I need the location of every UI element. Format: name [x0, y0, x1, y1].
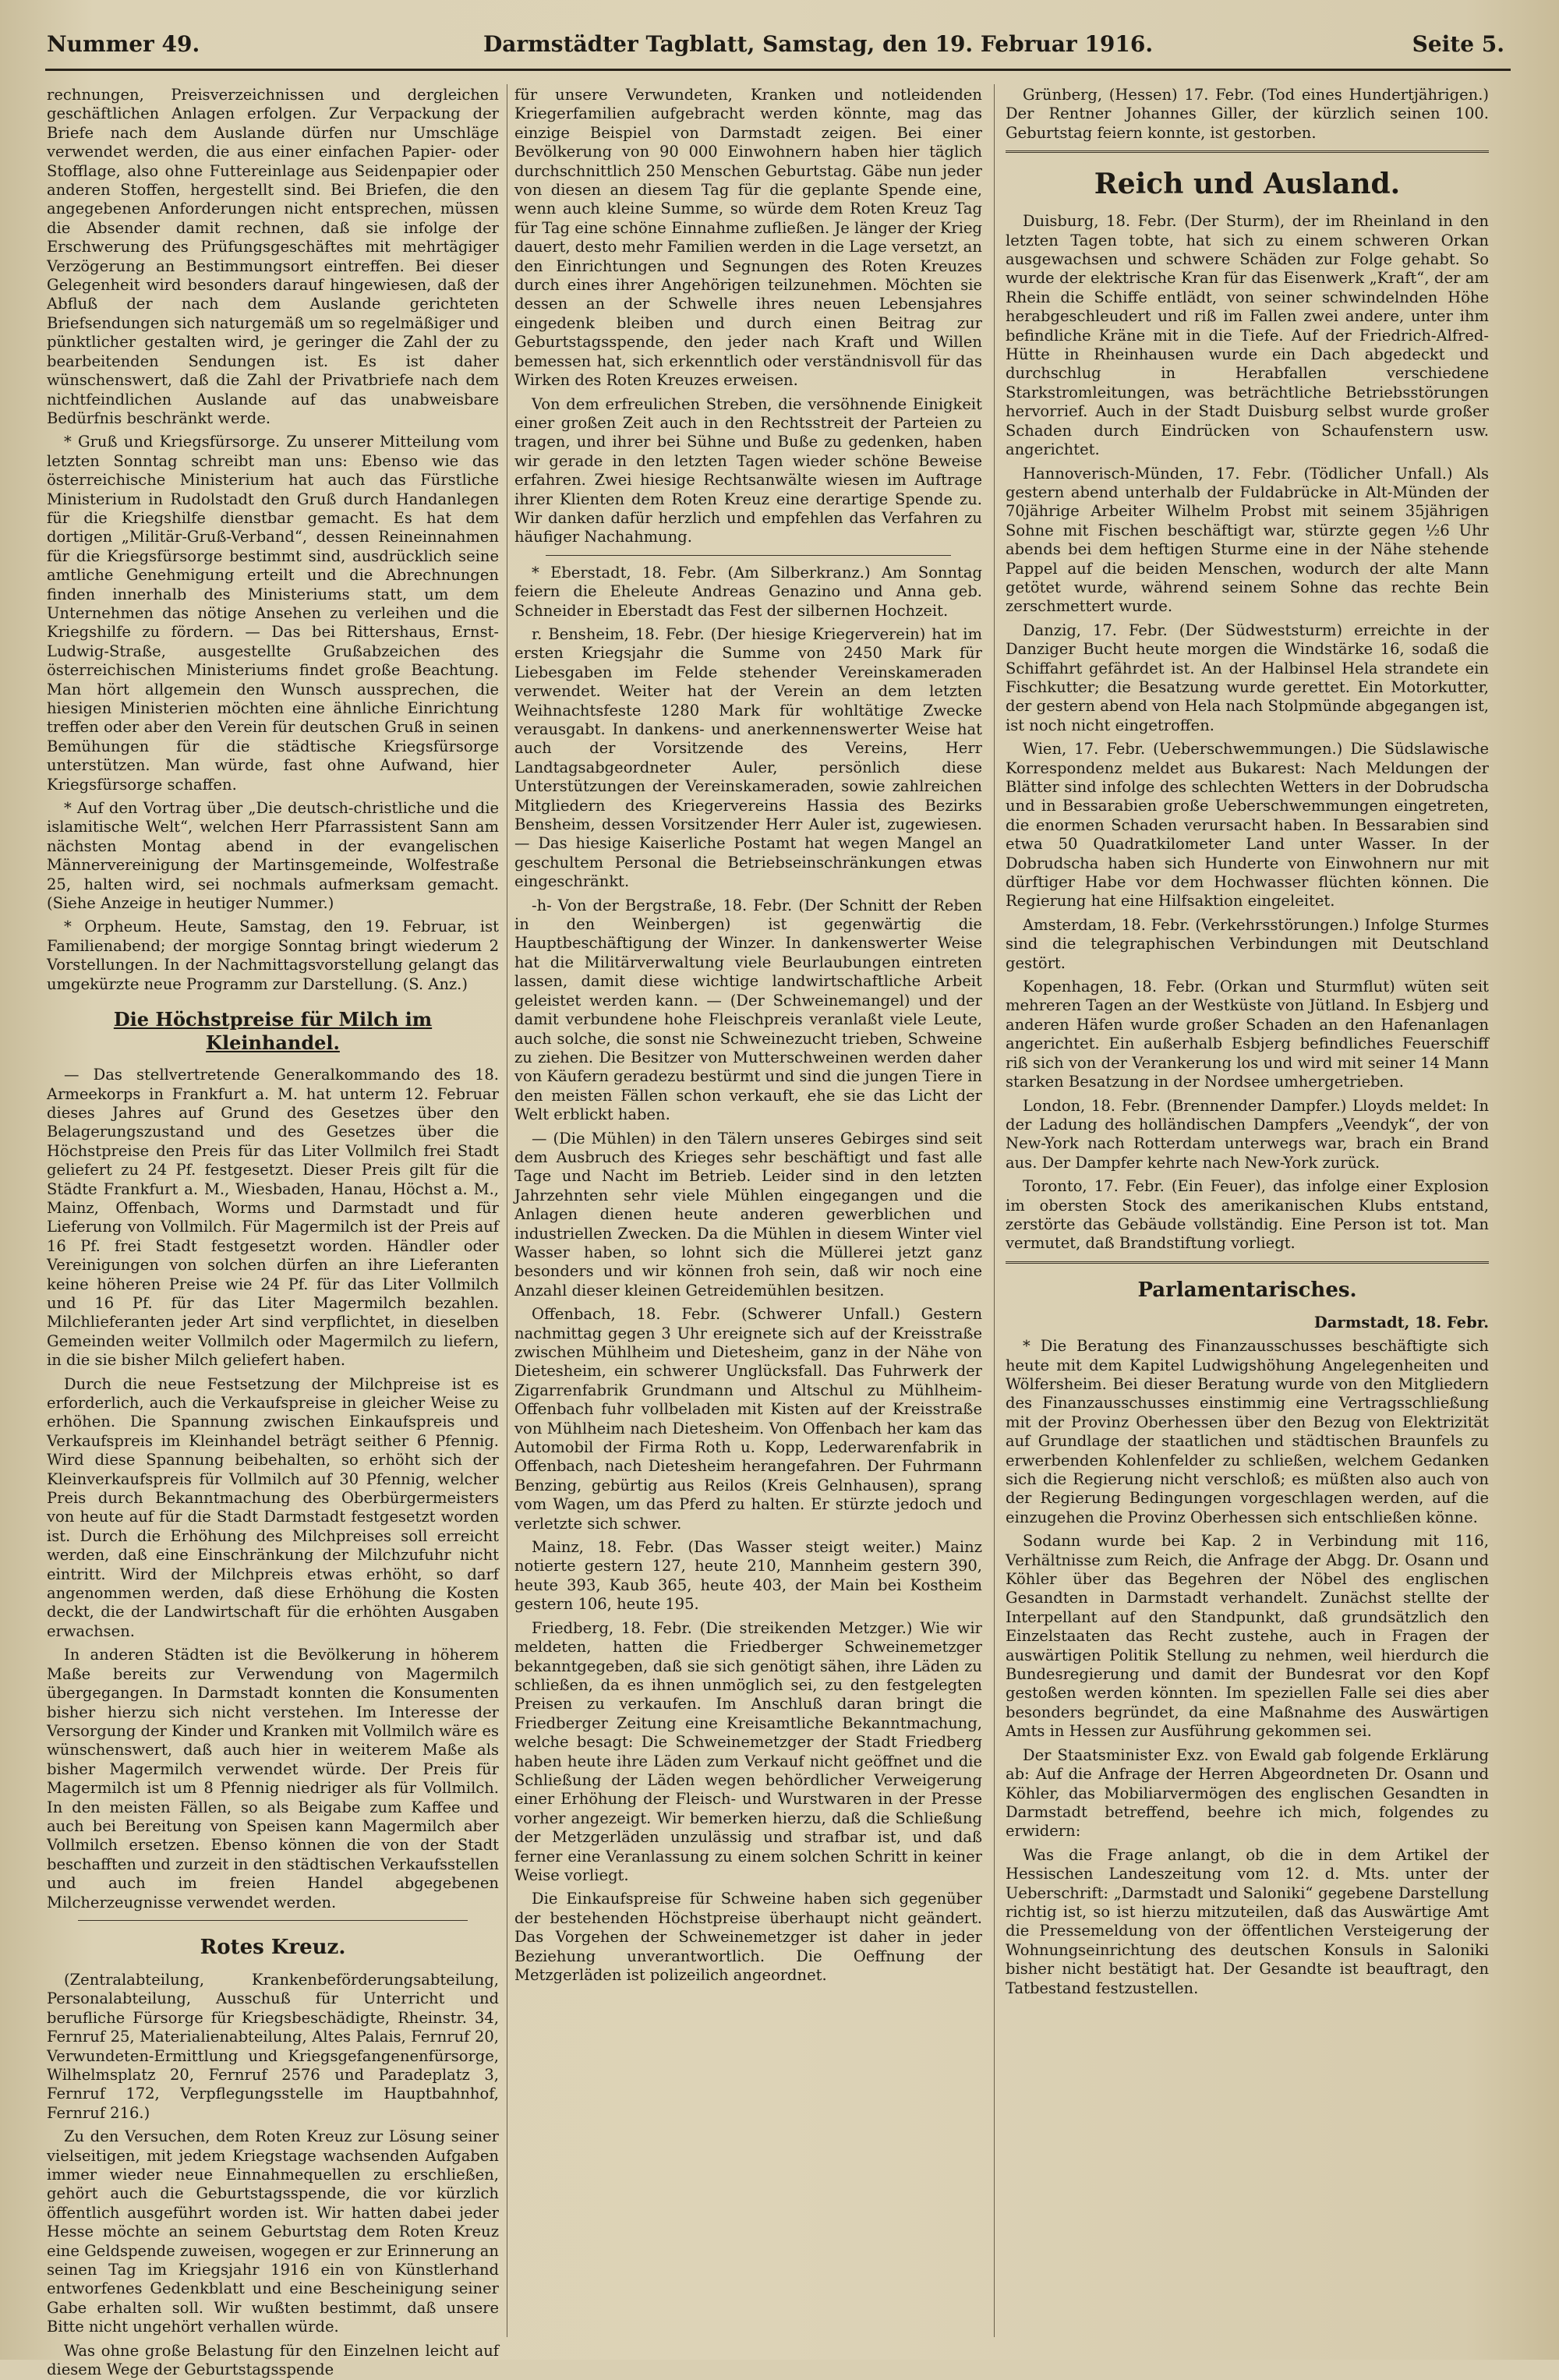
paragraph: Zu den Versuchen, dem Roten Kreuz zur Lösung seiner vielseitigen, mit jedem Kriegstage wachsenden Aufgaben immer wieder neue Einnahmequellen zu erschließen, gehört auch die Geburtstagsspende, die vor kürzlich öffentlich ausgeführt worden ist. Wir hatten dabei jeder Hesse möchte an seinem Geburtstag dem Roten Kreuz eine Geldspende zuweisen, wogegen er zur Erinnerung an seinen Tag im Kriegsjahr 1916 ein von Künstlerhand entworfenes Gedenkblatt und eine Bescheinigung seiner Gabe erhalten soll. Wir wußten bestimmt, daß unsere Bitte nicht ungehört verhallen würde.	[47, 2127, 499, 2336]
column-divider	[994, 84, 995, 2337]
paragraph: Durch die neue Festsetzung der Milchpreise ist es erforderlich, auch die Verkaufspreise in gleicher Weise zu erhöhen. Die Spannung zwischen Einkaufspreis und Verkaufspreis im Kleinhandel beträgt seither 6 Pfennig. Wird diese Spannung beibehalten, so erhöht sich der Kleinverkaufspreis für Vollmilch auf 30 Pfennig, welcher Preis durch Bekanntmachung des Oberbürgermeisters von heute auf für die Stadt Darmstadt festgesetzt worden ist. Durch die Erhöhung des Milchpreises soll erreicht werden, daß eine Einschränkung der Milchzufuhr nicht eintritt. Wird der Milchpreis etwas erhöht, so darf angenommen werden, daß diese Erhöhung die Kosten deckt, die der Landwirtschaft für die erhöhten Ausgaben erwachsen.	[47, 1374, 499, 1640]
section-heading: Rotes Kreuz.	[200, 1935, 346, 1959]
newspaper-title: Darmstädter Tagblatt, Samstag, den 19. Februar 1916.	[483, 31, 1154, 57]
paragraph: Danzig, 17. Febr. (Der Südweststurm) erreichte in der Danziger Bucht heute morgen die Windstärke 16, sodaß die Schiffahrt gefährdet ist. An der Halbinsel Hela strandete ein Fischkutter; die Besatzung wurde gerettet. Ein Motorkutter, der gestern abend von Hela nach Stolpmünde abgegangen ist, ist noch nicht eingetroffen.	[1006, 621, 1489, 734]
dateline: Darmstadt, 18. Febr.	[1313, 1313, 1489, 1331]
paragraph: Kopenhagen, 18. Febr. (Orkan und Sturmflut) wüten seit mehreren Tagen an der Westküste von Jütland. In Esbjerg und anderen Häfen wurde großer Schaden an den Hafenanlagen angerichtet. Ein außerhalb Esbjerg befindliches Feuerschiff riß sich von der Verankerung los und wird mit seiner 14 Mann starken Besatzung in der Nordsee umhergetrieben.	[1006, 978, 1489, 1091]
paragraph: — (Die Mühlen) in den Tälern unseres Gebirges sind seit dem Ausbruch des Krieges sehr beschäftigt und fast alle Tage und Nacht im Betrieb. Leider sind in den letzten Jahrzehnten sehr viele Mühlen eingegangen und die Anlagen dienen heute anderen gewerblichen und industriellen Zwecken. Da die Mühlen in diesem Winter viel Wasser haben, so lohnt sich die Müllerei jetzt ganz besonders und wir können froh sein, daß wir noch eine Anzahl dieser kleinen Getreidemühlen besitzen.	[514, 1129, 982, 1300]
paragraph: In anderen Städten ist die Bevölkerung in höherem Maße bereits zur Verwendung von Magermilch übergegangen. In Darmstadt konnten die Konsumenten bisher hierzu sich nicht verstehen. Im Interesse der Versorgung der Kinder und Kranken mit Vollmilch wäre es wünschenswert, daß auch hier in weiterem Maße als bisher Magermilch verwendet würde. Der Preis für Magermilch ist um 8 Pfennig niedriger als für Vollmilch. In den meisten Fällen, so als Beigabe zum Kaffee und auch bei Bereitung von Speisen kann Magermilch aber Vollmilch ersetzen. Ebenso können die von der Stadt beschafften und zurzeit in den städtischen Verkaufsstellen und auch im freien Handel abgegebenen Milcherzeugnisse verwendet werden.	[47, 1646, 499, 1911]
column-2	[514, 86, 982, 2339]
paragraph: * Orpheum. Heute, Samstag, den 19. Februar, ist Familienabend; der morgige Sonntag bringt wiederum 2 Vorstellungen. In der Nachmittagsvorstellung gelangt das umgekürzte neue Programm zur Darstellung. (S. Anz.)	[47, 918, 499, 993]
section-heading: Parlamentarisches.	[1137, 1278, 1357, 1302]
issue-number: Nummer 49.	[47, 31, 200, 57]
divider	[546, 555, 951, 556]
divider	[1006, 1261, 1489, 1264]
column-3	[1006, 86, 1489, 2339]
paragraph: Von dem erfreulichen Streben, die versöhnende Einigkeit einer großen Zeit auch in den Rechtsstreit der Parteien zu tragen, und ihrer bei Sühne und Buße zu gedenken, haben wir gerade in den letzten Tagen wieder schöne Beweise erfahren. Zwei hiesige Rechtsanwälte wiesen im Auftrage ihrer Klienten dem Roten Kreuz eine derartige Spende zu. Wir danken dafür herzlich und empfehlen das Verfahren zu häufiger Nachahmung.	[514, 394, 982, 546]
section-heading: Die Höchstpreise für Milch im Kleinhandel.	[113, 1008, 433, 1055]
paragraph: Mainz, 18. Febr. (Das Wasser steigt weiter.) Mainz notierte gestern 127, heute 210, Mannheim gestern 390, heute 393, Kaub 365, heute 403, der Main bei Kostheim gestern 106, heute 195.	[514, 1538, 982, 1614]
paragraph: Friedberg, 18. Febr. (Die streikenden Metzger.) Wie wir meldeten, hatten die Friedberger Schweinemetzger bekanntgegeben, daß sie sich genötigt sähen, ihre Läden zu schließen, da es ihnen unmöglich sei, zu den festgelegten Preisen zu verkaufen. Im Anschluß daran bringt die Friedberger Zeitung eine Kreisamtliche Bekanntmachung, welche besagt: Die Schweinemetzger der Stadt Friedberg haben heute ihre Läden zum Verkauf nicht geöffnet und die Schließung der Läden wegen behördlicher Verweigerung einer Erhöhung der Fleisch- und Wurstwaren in der Presse vorher angezeigt. Wir bemerken hierzu, daß die Schließung der Metzgerläden unzulässig und strafbar ist, und daß ferner eine Veranlassung zu einem solchen Schritt in keiner Weise vorliegt.	[514, 1618, 982, 1884]
divider	[1006, 150, 1489, 153]
paragraph: * Gruß und Kriegsfürsorge. Zu unserer Mitteilung vom letzten Sonntag schreibt man uns: Ebenso wie das österreichische Ministerium hat auch das Fürstliche Ministerium in Rudolstadt den Gruß durch Handanlegen für die Kriegshilfe dienstbar gemacht. Es hat dem dortigen „Militär-Gruß-Verband“, dessen Reineinnahmen für die Kriegsfürsorge bestimmt sind, ausdrücklich seine amtliche Genehmigung erteilt und die Abrechnungen finden innerhalb des Ministeriums statt, um dem Unternehmen das nötige Ansehen zu verleihen und die Kriegshilfe zu fördern. — Das bei Rittershaus, Ernst-Ludwig-Straße, ausgestellte Grußabzeichen des österreichischen Ministeriums findet große Beachtung. Man hört allgemein den Wunsch aussprechen, die hiesigen Ministerien möchten eine ähnliche Einrichtung treffen oder aber den Verein für deutschen Gruß in seinen Bemühungen für die städtische Kriegsfürsorge unterstützen. Man würde, fast ohne Aufwand, hier Kriegsfürsorge schaffen.	[47, 433, 499, 794]
masthead	[47, 31, 1504, 62]
page-number: Seite 5.	[1412, 31, 1504, 57]
paragraph: * Die Beratung des Finanzausschusses beschäftigte sich heute mit dem Kapitel Ludwigshöhung Angelegenheiten und Wölfersheim. Bei dieser Beratung wurde von den Mitgliedern des Finanzausschusses einstimmig eine Vertragsschließung mit der Provinz Oberhessen über den Bezug von Elektrizität auf Grundlage der staatlichen und städtischen Braunfels zu erwerbenden Kohlenfelder zu schließen, welchem Gedanken sich die Regierung nicht verschloß; es müßten also auch von der Regierung Bedingungen vorgeschlagen werden, auf die einzugehen die Provinz Oberhessen sich entschließen könne.	[1006, 1337, 1489, 1526]
masthead-rule	[45, 69, 1511, 71]
paragraph: * Auf den Vortrag über „Die deutsch-christliche und die islamitische Welt“, welchen Herr Pfarrassistent Sann am nächsten Montag abend in der evangelischen Männervereinigung der Martinsgemeinde, Wolfestraße 25, halten wird, sei nochmals aufmerksam gemacht. (Siehe Anzeige in heutiger Nummer.)	[47, 799, 499, 913]
paragraph: — Das stellvertretende Generalkommando des 18. Armeekorps in Frankfurt a. M. hat unterm 12. Februar dieses Jahres auf Grund des Gesetzes über den Belagerungszustand und des Gesetzes über die Höchstpreise den Preis für das Liter Vollmilch frei Stadt geliefert zu 24 Pf. festgesetzt. Dieser Preis gilt für die Städte Frankfurt a. M., Wiesbaden, Hanau, Höchst a. M., Mainz, Offenbach, Worms und Darmstadt und für Lieferung von Vollmilch. Für Magermilch ist der Preis auf 16 Pf. frei Stadt festgesetzt worden. Händler oder Vereinigungen von solchen dürfen an ihre Lieferanten keine höheren Preise wie 24 Pf. für das Liter Vollmilch und 16 Pf. für das Liter Magermilch bezahlen. Milchlieferanten jeder Art sind verpflichtet, in dieselben Gemeinden weiter Vollmilch oder Magermilch zu liefern, in die sie bisher Milch geliefert haben.	[47, 1066, 499, 1370]
section-heading: Reich und Ausland.	[1094, 168, 1401, 201]
paragraph: * Eberstadt, 18. Febr. (Am Silberkranz.) Am Sonntag feiern die Eheleute Andreas Genazino und Anna geb. Schneider in Eberstadt das Fest der silbernen Hochzeit.	[514, 563, 982, 620]
paragraph: Amsterdam, 18. Febr. (Verkehrsstörungen.) Infolge Sturmes sind die telegraphischen Verbindungen mit Deutschland gestört.	[1006, 915, 1489, 972]
paragraph: Toronto, 17. Febr. (Ein Feuer), das infolge einer Explosion im obersten Stock des amerikanischen Klubs entstand, zerstörte das Gebäude vollständig. Eine Person ist tot. Man vermutet, daß Brandstiftung vorliegt.	[1006, 1177, 1489, 1253]
paragraph: Die Einkaufspreise für Schweine haben sich gegenüber der bestehenden Höchstpreise überhaupt nicht geändert. Das Vorgehen der Schweinemetzger ist daher in jeder Beziehung unverantwortlich. Die Oeffnung der Metzgerläden ist polizeilich angeordnet.	[514, 1890, 982, 1984]
divider	[78, 1920, 468, 1921]
paragraph: Offenbach, 18. Febr. (Schwerer Unfall.) Gestern nachmittag gegen 3 Uhr ereignete sich auf der Kreisstraße zwischen Mühlheim und Dietesheim, ganz in der Nähe von Dietesheim, ein schwerer Unglücksfall. Das Fuhrwerk der Zigarrenfabrik Grundmann und Altschul zu Mühlheim-Offenbach fuhr vollbeladen mit Kisten auf der Kreisstraße von Mühlheim nach Dietesheim. Von Offenbach her kam das Automobil der Firma Roth u. Kopp, Lederwarenfabrik in Offenbach, nach Dietesheim herangefahren. Der Fuhrmann Benzing, gebürtig aus Reilos (Kreis Gelnhausen), sprang vom Wagen, um das Pferd zu halten. Er stürzte jedoch und verletzte sich schwer.	[514, 1305, 982, 1533]
paragraph: (Zentralabteilung, Krankenbeförderungsabteilung, Personalabteilung, Ausschuß für Unterricht und berufliche Fürsorge für Kriegsbeschädigte, Rheinstr. 34, Fernruf 25, Materialienabteilung, Altes Palais, Fernruf 20, Verwundeten-Ermittlung und Kriegsgefangenenfürsorge, Wilhelmsplatz 20, Fernruf 2576 und Paradeplatz 3, Fernruf 172, Verpflegungsstelle im Hauptbahnhof, Fernruf 216.)	[47, 1970, 499, 2122]
paragraph: Der Staatsminister Exz. von Ewald gab folgende Erklärung ab: Auf die Anfrage der Herren Abgeordneten Dr. Osann und Köhler, das Mobiliarvermögen des englischen Gesandten in Darmstadt betreffend, beehre ich mich, folgendes zu erwidern:	[1006, 1745, 1489, 1841]
paragraph: Duisburg, 18. Febr. (Der Sturm), der im Rheinland in den letzten Tagen tobte, hat sich zu einem schweren Orkan ausgewachsen und schwere Schäden zur Folge gehabt. So wurde der elektrische Kran für das Eisenwerk „Kraft“, der am Rhein die Schiffe entlädt, von seiner schwindelnden Höhe herabgeschleudert und riß im Fallen zwei andere, unter ihm befindliche Kräne mit in die Tiefe. Auf der Friedrich-Alfred-Hütte in Rheinhausen wurde ein Dach abgedeckt und durchschlug in Herabfallen verschiedene Starkstromleitungen, was beträchtliche Betriebsstörungen hervorrief. Auch in der Stadt Duisburg selbst wurde großer Schaden durch Eindrücken von Schaufenstern usw. angerichtet.	[1006, 212, 1489, 459]
paragraph: -h- Von der Bergstraße, 18. Febr. (Der Schnitt der Reben in den Weinbergen) ist gegenwärtig die Hauptbeschäftigung der Winzer. In dankenswerter Weise hat die Militärverwaltung viele Beurlaubungen eintreten lassen, damit diese wichtige landwirtschaftliche Arbeit geleistet werden kann. — (Der Schweinemangel) und der damit verbundene hohe Fleischpreis veranlaßt viele Leute, auch solche, die sonst nie Schweinezucht trieben, Schweine zu ziehen. Die Besitzer von Mutterschweinen werden daher von Käufern geradezu bestürmt und sind die jungen Tiere in den meisten Fällen schon verkauft, ehe sie das Licht der Welt erblickt haben.	[514, 896, 982, 1124]
paragraph: Was ohne große Belastung für den Einzelnen leicht auf diesem Wege der Geburtstagsspende	[47, 2341, 499, 2379]
paragraph: Sodann wurde bei Kap. 2 in Verbindung mit 116, Verhältnisse zum Reich, die Anfrage der Abgg. Dr. Osann und Köhler über das Begehren der Nöbel des englischen Gesandten in Darmstadt verhandelt. Zunächst stellte der Interpellant auf den Standpunkt, daß grundsätzlich den Einzelstaaten das Recht zustehe, auch in Fragen der auswärtigen Politik Stellung zu nehmen, weil hierdurch die Bundesregierung und damit der Bundesrat vor den Kopf gestoßen werden könnten. Im speziellen Falle sei dies aber besonders begründet, da eine Maßnahme des Auswärtigen Amts in Hessen zur Ausführung gekommen sei.	[1006, 1532, 1489, 1741]
paragraph: Was die Frage anlangt, ob die in dem Artikel der Hessischen Landeszeitung vom 12. d. Mts. unter der Ueberschrift: „Darmstadt und Saloniki“ gegebene Darstellung richtig ist, so ist hierzu mitzuteilen, daß das Auswärtige Amt die Pressemeldung von der öffentlichen Versteigerung der Wohnungseinrichtung des deutschen Konsuls in Saloniki bisher nicht bestätigt hat. Der Gesandte ist beauftragt, den Tatbestand festzustellen.	[1006, 1845, 1489, 1997]
paragraph: Wien, 17. Febr. (Ueberschwemmungen.) Die Südslawische Korrespondenz meldet aus Bukarest: Nach Meldungen der Blätter sind infolge des schlechten Wetters in der Dobrudscha und in Bessarabien große Ueberschwemmungen eingetreten, die enormen Schaden verursacht haben. In Bessarabien sind etwa 50 Quadratkilometer Land unter Wasser. In der Dobrudscha haben sich Hunderte von Einwohnern nur mit dürftiger Habe vor dem Hochwasser flüchten können. Die Regierung hat eine Hilfsaktion eingeleitet.	[1006, 740, 1489, 911]
paragraph: für unsere Verwundeten, Kranken und notleidenden Kriegerfamilien aufgebracht werden könnte, mag das einzige Beispiel von Darmstadt zeigen. Bei einer Bevölkerung von 90 000 Einwohnern haben hier täglich durchschnittlich 250 Menschen Geburtstag. Gäbe nun jeder von diesen an diesem Tag für die geplante Spende eine, wenn auch kleine Summe, so würde dem Roten Kreuz Tag für Tag eine schöne Einnahme zufließen. Je länger der Krieg dauert, desto mehr Familien werden in die Lage versetzt, an den Einrichtungen und Segnungen des Roten Kreuzes durch eines ihrer Angehörigen teilzunehmen. Möchten sie dessen an der Schwelle ihres neuen Lebensjahres eingedenk bleiben und durch einen Beitrag zur Geburtstagsspende, den jeder nach Kraft und Willen bemessen hat, sich erkenntlich oder verständnisvoll für das Wirken des Roten Kreuzes erweisen.	[514, 86, 982, 390]
column-1	[47, 86, 499, 2379]
paragraph: Grünberg, (Hessen) 17. Febr. (Tod eines Hundertjährigen.) Der Rentner Johannes Giller, der kürzlich seinen 100. Geburtstag feiern konnte, ist gestorben.	[1006, 86, 1489, 142]
paragraph: r. Bensheim, 18. Febr. (Der hiesige Kriegerverein) hat im ersten Kriegsjahr die Summe von 2450 Mark für Liebesgaben im Felde stehender Vereinskameraden verwendet. Weiter hat der Verein an dem letzten Weihnachtsfeste 1280 Mark für wohltätige Zwecke verausgabt. In dankens- und anerkennenswerter Weise hat auch der Vorsitzende des Vereins, Herr Landtagsabgeordneter Auler, persönlich diese Unterstützungen der Vereinskameraden, sowie zahlreichen Mitgliedern des Kriegervereins Hassia des Bezirks Bensheim, dessen Vorsitzender Herr Auler ist, zugewiesen. — Das hiesige Kaiserliche Postamt hat wegen Mangel an geschultem Personal die Betriebseinschränkungen etwas eingeschränkt.	[514, 624, 982, 891]
paragraph: Hannoverisch-Münden, 17. Febr. (Tödlicher Unfall.) Als gestern abend unterhalb der Fuldabrücke in Alt-Münden der 70jährige Arbeiter Wilhelm Probst mit seinem 35jährigen Sohne mit Fischen beschäftigt war, stürzte gegen ½6 Uhr abends bei dem heftigen Sturme eine in der Nähe stehende Pappel auf die beiden Menschen, wodurch der alte Mann getötet wurde, während seinem Sohne das rechte Bein zerschmettert wurde.	[1006, 464, 1489, 616]
paragraph: rechnungen, Preisverzeichnissen und dergleichen geschäftlichen Anlagen erfolgen. Zur Verpackung der Briefe nach dem Auslande dürfen nur Umschläge verwendet werden, die aus einer einfachen Papier- oder Stofflage, also ohne Futtereinlage aus Seidenpapier oder anderen Stoffen, hergestellt sind. Bei Briefen, die den angegebenen Anforderungen nicht entsprechen, müssen die Absender damit rechnen, daß sie infolge der Erschwerung des Prüfungsgeschäftes mit mehrtägiger Verzögerung an Bestimmungsort eintreffen. Bei dieser Gelegenheit wird besonders darauf hingewiesen, daß der Abfluß der nach dem Auslande gerichteten Briefsendungen sich naturgemäß um so regelmäßiger und pünktlicher gestalten wird, je geringer die Zahl der zu bearbeitenden Sendungen ist. Es ist daher wünschenswert, daß die Zahl der Privatbriefe nach dem nichtfeindlichen Auslande auf das unabweisbare Bedürfnis beschränkt werde.	[47, 86, 499, 427]
paragraph: London, 18. Febr. (Brennender Dampfer.) Lloyds meldet: In der Ladung des holländischen Dampfers „Veendyk“, der von New-York nach Rotterdam unterwegs war, brach ein Brand aus. Der Dampfer kehrte nach New-York zurück.	[1006, 1096, 1489, 1172]
